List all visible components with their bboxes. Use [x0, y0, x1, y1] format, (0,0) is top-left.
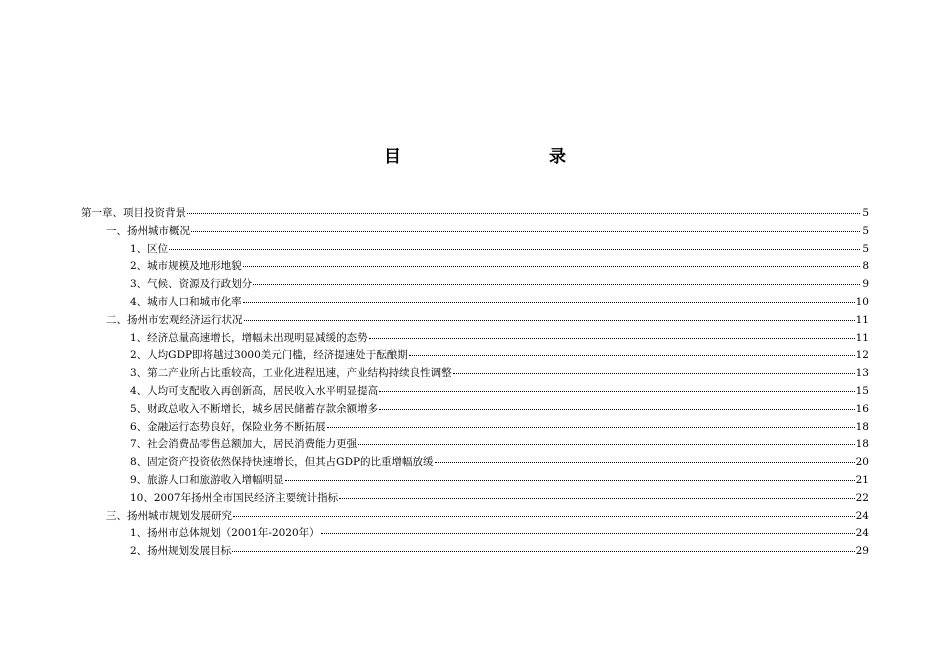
dot-leader	[169, 248, 860, 250]
toc-entry-page-number: 9	[862, 278, 869, 291]
dot-leader	[321, 532, 855, 534]
toc-entry-text: 二、扬州市宏观经济运行状况	[106, 313, 243, 326]
dot-leader	[187, 212, 860, 214]
toc-entry-page-number: 5	[862, 242, 869, 255]
table-of-contents	[81, 205, 869, 561]
toc-entry-text: 5、财政总收入不断增长，城乡居民储蓄存款余额增多	[130, 402, 379, 415]
toc-entry[interactable]	[81, 312, 869, 330]
toc-entry[interactable]	[81, 347, 869, 365]
toc-entry-text: 7、社会消费品零售总额加大，居民消费能力更强	[130, 438, 358, 451]
dot-leader	[243, 301, 855, 303]
toc-entry-text: 8、固定资产投资依然保持快速增长，但其占GDP的比重增幅放缓	[130, 456, 434, 469]
dot-leader	[243, 265, 860, 267]
toc-entry-page-number: 22	[855, 491, 869, 504]
toc-entry-page-number: 16	[855, 402, 869, 415]
toc-entry[interactable]	[81, 383, 869, 401]
dot-leader	[191, 230, 860, 232]
toc-entry[interactable]	[81, 241, 869, 259]
dot-leader	[379, 408, 854, 410]
toc-entry[interactable]	[81, 401, 869, 419]
dot-leader	[409, 354, 855, 356]
dot-leader	[244, 319, 855, 321]
toc-entry-page-number: 11	[855, 313, 869, 326]
toc-title: 目 录	[384, 147, 604, 167]
toc-entry[interactable]	[81, 454, 869, 472]
toc-entry-text: 4、城市人口和城市化率	[130, 295, 242, 308]
toc-entry[interactable]	[81, 436, 869, 454]
toc-entry-page-number: 18	[855, 420, 869, 433]
dot-leader	[453, 372, 855, 374]
dot-leader	[232, 550, 854, 552]
toc-entry[interactable]	[81, 223, 869, 241]
toc-entry-text: 三、扬州城市规划发展研究	[106, 509, 232, 522]
toc-entry[interactable]	[81, 508, 869, 526]
toc-entry-page-number: 5	[862, 207, 869, 219]
dot-leader	[435, 461, 855, 463]
toc-entry-page-number: 12	[855, 349, 869, 362]
toc-entry-text: 4、人均可支配收入再创新高，居民收入水平明显提高	[130, 384, 379, 397]
toc-entry[interactable]	[81, 365, 869, 383]
toc-entry-page-number: 18	[855, 438, 869, 451]
toc-entry-text: 3、气候、资源及行政划分	[130, 278, 253, 291]
toc-entry-text: 一、扬州城市概况	[106, 224, 190, 237]
toc-entry-text: 2、扬州规划发展目标	[130, 545, 232, 558]
toc-entry[interactable]	[81, 258, 869, 276]
toc-entry[interactable]	[81, 205, 869, 223]
toc-entry-text: 3、第二产业所占比重较高，工业化进程迅速，产业结构持续良性调整	[130, 367, 452, 380]
toc-entry-text: 2、城市规模及地形地貌	[130, 260, 242, 273]
toc-entry-page-number: 29	[855, 545, 869, 558]
toc-entry-page-number: 5	[862, 224, 869, 237]
toc-entry-text: 2、人均GDP即将越过3000美元门槛，经济提速处于酝酿期	[130, 349, 408, 362]
toc-entry-text: 第一章、项目投资背景	[81, 207, 186, 219]
toc-entry-text: 1、扬州市总体规划（2001年-2020年）	[130, 527, 320, 540]
dot-leader	[285, 479, 855, 481]
toc-entry-text: 1、区位	[130, 242, 169, 255]
toc-entry-page-number: 24	[855, 509, 869, 522]
toc-entry[interactable]	[81, 419, 869, 437]
toc-entry[interactable]	[81, 490, 869, 508]
toc-entry-page-number: 13	[855, 367, 869, 380]
toc-entry-page-number: 21	[855, 473, 869, 486]
toc-entry[interactable]	[81, 330, 869, 348]
toc-entry-page-number: 20	[855, 456, 869, 469]
toc-entry-text: 9、旅游人口和旅游收入增幅明显	[130, 473, 284, 486]
toc-entry-page-number: 8	[862, 260, 869, 273]
toc-entry-page-number: 24	[855, 527, 869, 540]
toc-entry[interactable]	[81, 294, 869, 312]
toc-entry-page-number: 10	[855, 295, 869, 308]
toc-entry-text: 1、经济总量高速增长，增幅未出现明显减缓的态势	[130, 331, 368, 344]
dot-leader	[358, 443, 854, 445]
toc-entry[interactable]	[81, 525, 869, 543]
dot-leader	[327, 426, 855, 428]
dot-leader	[379, 390, 854, 392]
toc-entry[interactable]	[81, 276, 869, 294]
toc-entry-page-number: 15	[855, 384, 869, 397]
dot-leader	[233, 515, 855, 517]
toc-entry[interactable]	[81, 543, 869, 561]
dot-leader	[253, 283, 860, 285]
toc-entry[interactable]	[81, 472, 869, 490]
dot-leader	[339, 497, 855, 499]
dot-leader	[369, 337, 855, 339]
toc-entry-page-number: 11	[855, 331, 869, 344]
toc-entry-text: 10、2007年扬州全市国民经济主要统计指标	[130, 491, 339, 504]
toc-entry-text: 6、金融运行态势良好，保险业务不断拓展	[130, 420, 326, 433]
